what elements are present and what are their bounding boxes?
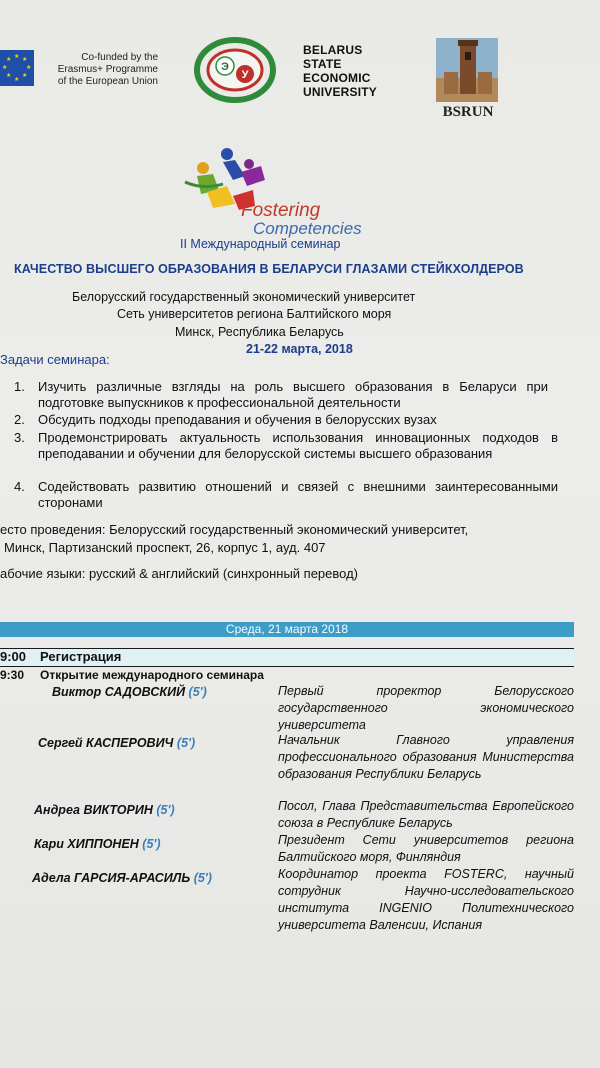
- bsrun-label: BSRUN: [442, 104, 494, 120]
- slot-time: 9:00: [0, 649, 27, 664]
- speaker-name: Адела ГАРСИЯ-АРАСИЛЬ (5'): [32, 871, 212, 885]
- erasmus-cofunded-text: Co-funded by the Erasmus+ Programme of the European Union: [57, 52, 158, 87]
- bseu-logo-letter-e: Э: [221, 61, 229, 73]
- speaker-role: Первый проректор Белорусского государственного экономического университета: [278, 684, 574, 732]
- slot-label: Открытие международного семинара: [40, 668, 264, 682]
- speaker-name: Кари ХИППОНЕН (5'): [34, 837, 161, 851]
- logo-fostering-word: Fostering: [241, 200, 321, 221]
- tasks-heading: Задачи семинара:: [0, 352, 110, 367]
- speaker-name: Андреа ВИКТОРИН (5'): [34, 803, 175, 817]
- speaker-name: Сергей КАСПЕРОВИЧ (5'): [38, 736, 196, 750]
- seminar-dates: 21-22 марта, 2018: [246, 342, 353, 356]
- speaker-role: Координатор проекта FOSTERC, научный сотрудник Научно-исследовательского института INGENIO Политехнического университета Валенсии, Испания: [278, 867, 574, 932]
- seminar-number: II Международный семинар: [180, 237, 341, 251]
- eu-flag-logo: ★ ★ ★ ★ ★ ★ ★ ★: [0, 50, 34, 86]
- fostering-competencies-logo: [183, 146, 363, 242]
- speaker-role: Президент Сети университетов региона Балтийского моря, Финляндия: [278, 833, 574, 864]
- logo-competencies-word: Competencies: [253, 219, 362, 238]
- working-languages: абочие языки: русский & английский (синхронный перевод): [0, 566, 359, 581]
- program-day-header: Среда, 21 марта 2018: [0, 622, 574, 637]
- speaker-role: Начальник Главного управления профессионального образования Министерства образования Республики Беларусь: [278, 733, 574, 781]
- bseu-logo: [192, 36, 278, 104]
- slot-time: 9:30: [0, 668, 25, 682]
- bseu-name: BELARUS STATE ECONOMIC UNIVERSITY: [303, 43, 378, 99]
- bseu-logo-letter-u: У: [241, 69, 249, 81]
- venue-line: есто проведения: Белорусский государственный экономический университет,: [0, 522, 469, 537]
- speaker-role: Посол, Глава Представительства Европейского союза в Республике Беларусь: [278, 799, 574, 830]
- organizer-line: Сеть университетов региона Балтийского моря: [117, 307, 392, 321]
- document-page: ★ ★ ★ ★ ★ ★ ★ ★ Co-funded by the Erasmus+ Programme of the European Union Э У BELARUS STATE ECONOMIC UNIVERSITY BSRUN Fostering Competencies II Международный семинар КАЧЕСТВО ВЫСШЕГО ОБРАЗОВАНИЯ В БЕЛАРУСИ ГЛАЗАМИ СТЕЙКХОЛДЕРОВ Белорусский государственный экономический университет Сеть университетов региона Балтийского моря Минск, Республика Беларусь 21-22 марта, 2018 Задачи семинара: 1. Изучить различные взгляды на роль высшего образования в Беларуси при подготовке выпускников к профессиональной деятельности 2. Обсудить подходы преподавания и обучения в белорусских вузах 3. Продемонстрировать актуальность использования инновационных подходов в преподавании и обучении для белорусской системы высшего образования 4. Содействовать развитию отношений и связей с внешними заинтересованными сторонами есто проведения: Белорусский государственный экономический университет, Минск, Партизанский проспект, 26, корпус 1, ауд. 407 абочие языки: русский & английский (синхронный перевод) Среда, 21 марта 2018 9:00 Регистрация 9:30 Открытие международного семинара Виктор САДОВСКИЙ (5') Первый проректор Белорусского государственного экономического университета Сергей КАСПЕРОВИЧ (5') Начальник Главного управления профессионального образования Министерства образования Республики Беларусь Андреа ВИКТОРИН (5') Посол, Глава Представительства Европейского союза в Республике Беларусь Кари ХИППОНЕН (5') Президент Сети университетов региона Балтийского моря, Финляндия Адела ГАРСИЯ-АРАСИЛЬ (5') Координатор проекта FOSTERC, научный сотрудник Научно-исследовательского института INGENIO Политехнического университета Валенсии, Испания: [0, 0, 600, 1068]
- venue-address: Минск, Партизанский проспект, 26, корпус 1, ауд. 407: [4, 540, 326, 555]
- organizer-line: Белорусский государственный экономический университет: [72, 290, 416, 304]
- speaker-name: Виктор САДОВСКИЙ (5'): [52, 685, 207, 699]
- seminar-title: КАЧЕСТВО ВЫСШЕГО ОБРАЗОВАНИЯ В БЕЛАРУСИ ГЛАЗАМИ СТЕЙКХОЛДЕРОВ: [14, 262, 524, 276]
- slot-label: Регистрация: [40, 649, 122, 664]
- location-line: Минск, Республика Беларусь: [175, 325, 344, 339]
